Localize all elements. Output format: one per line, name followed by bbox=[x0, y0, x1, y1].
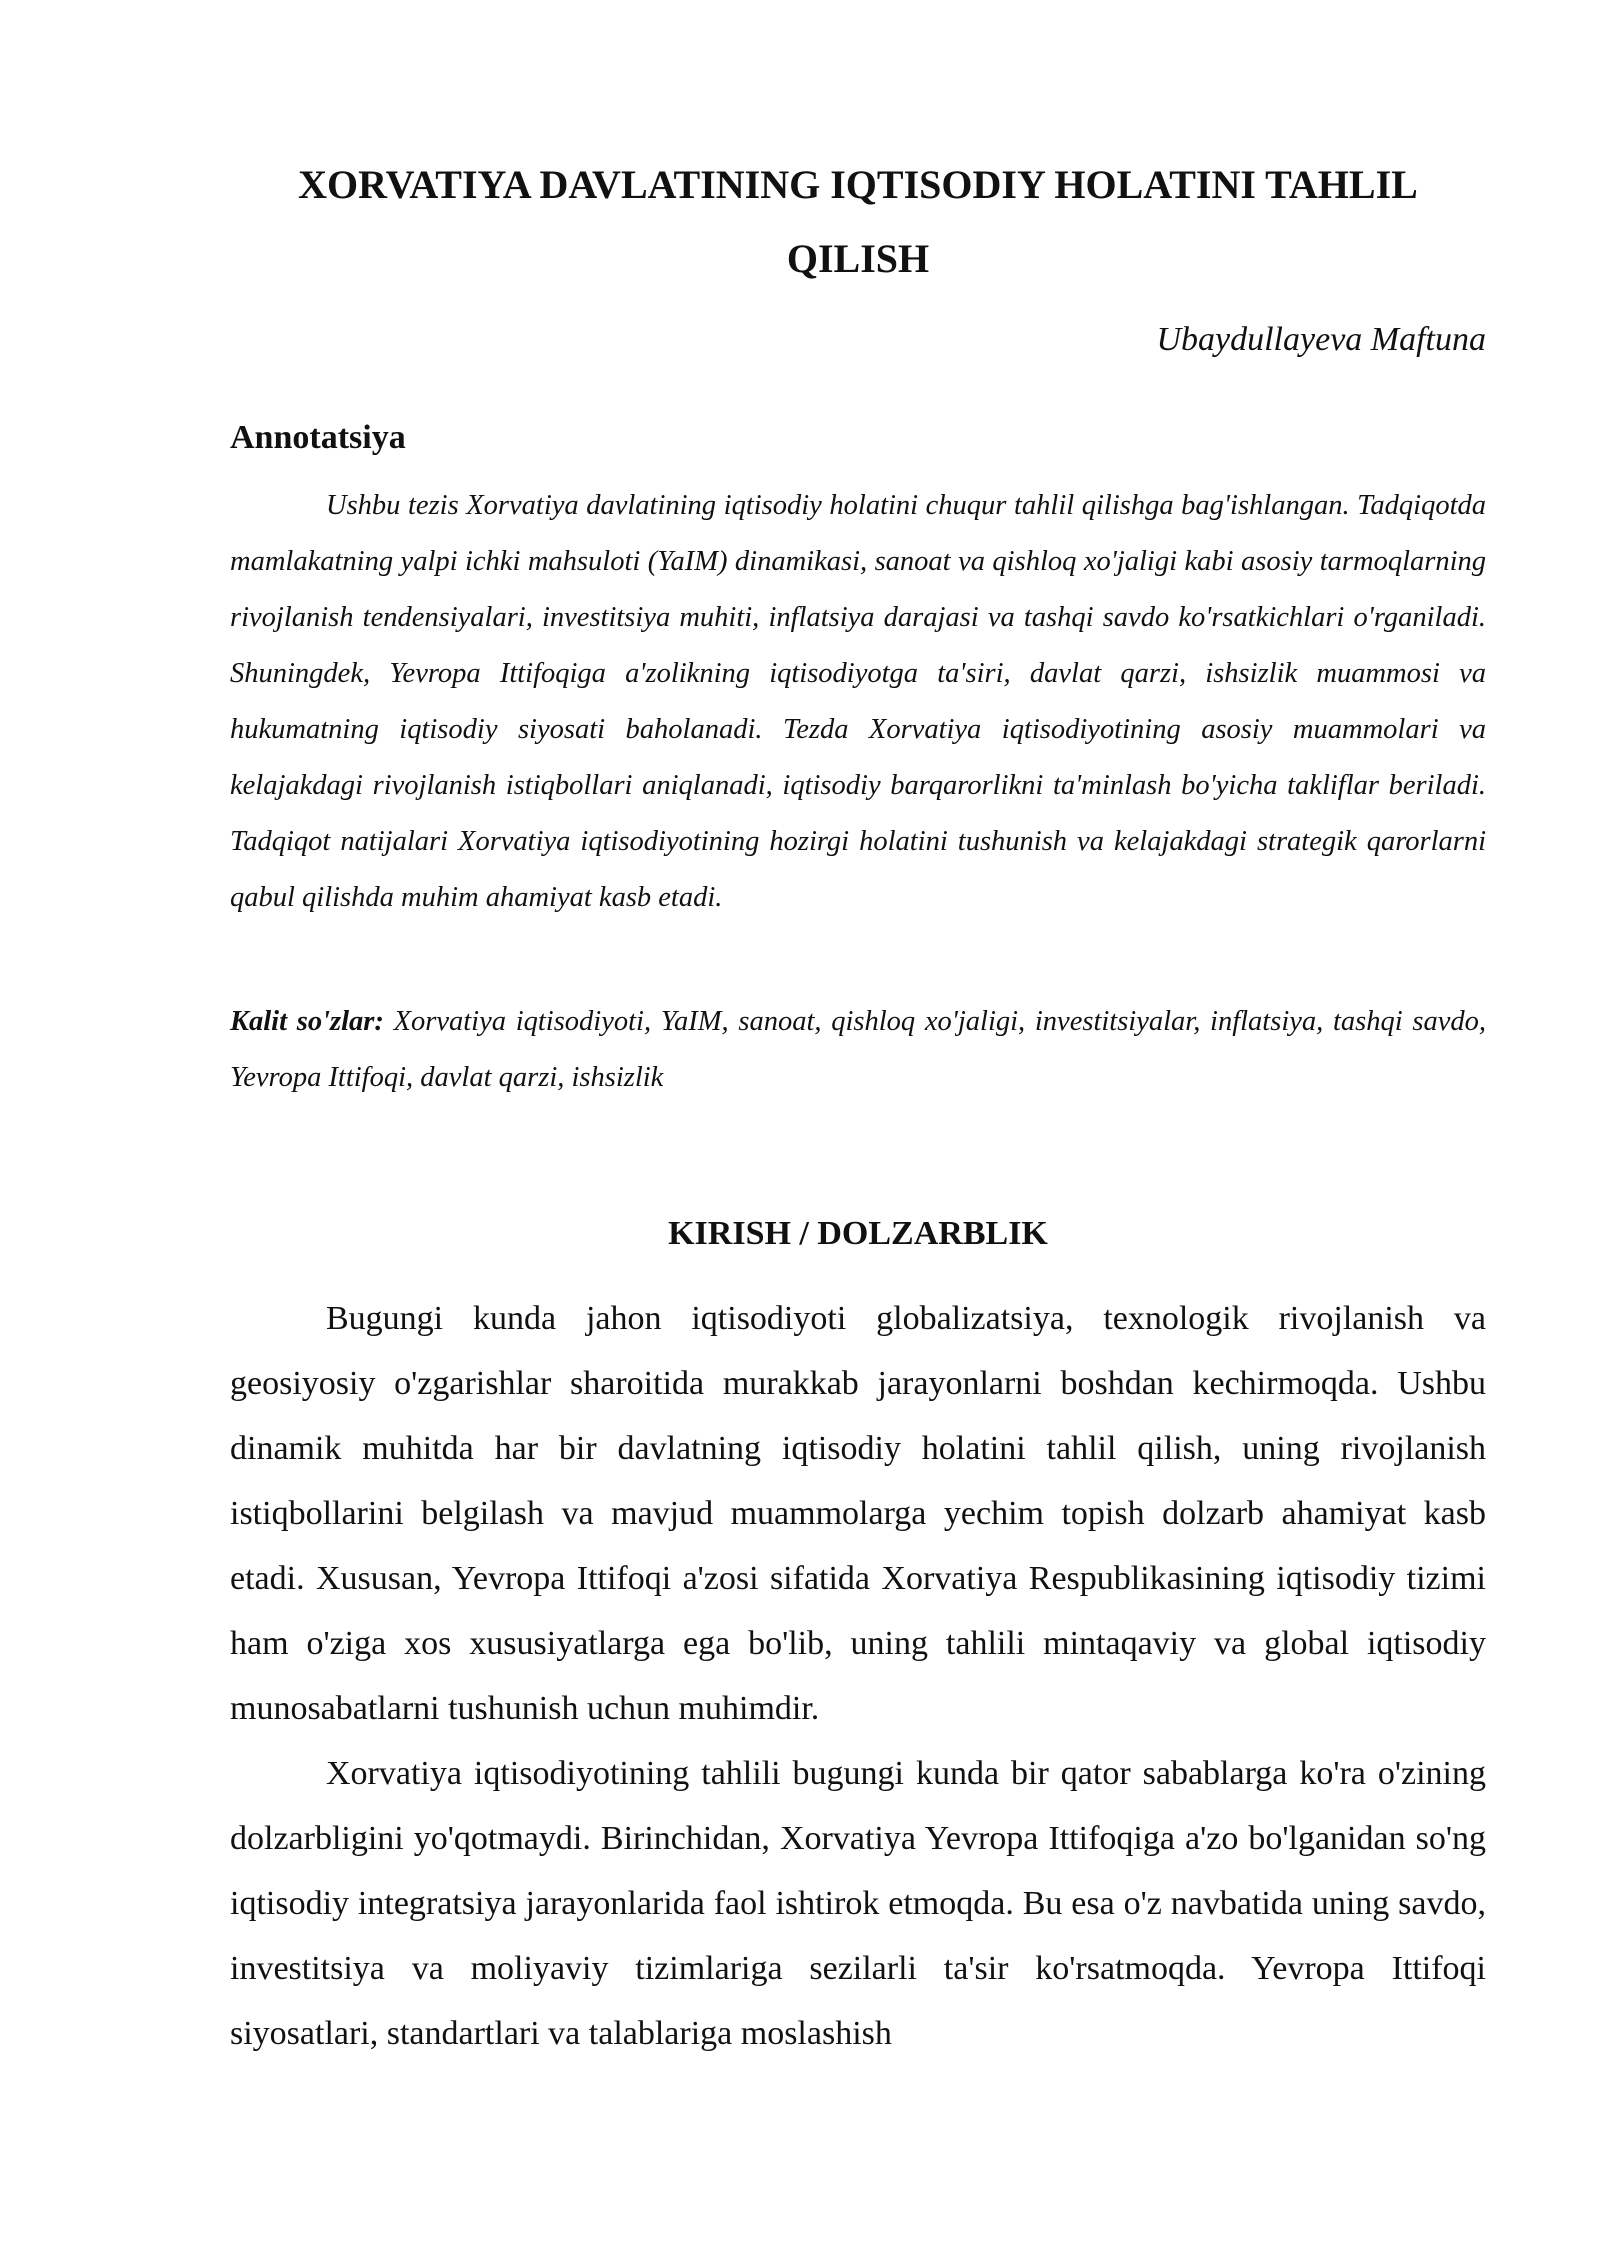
introduction-heading: KIRISH / DOLZARBLIK bbox=[668, 1215, 1048, 1252]
introduction-paragraph-2: Xorvatiya iqtisodiyotining tahlili bugungi kunda bir qator sabablarga ko'ra o'zining dolzarbligini yo'qotmaydi. Birinchidan, Xorvatiya Yevropa Ittifoqiga a'zo bo'lganidan so'ng iqtisodiy integratsiya jarayonlarida faol ishtirok etmoqda. Bu esa o'z navbatida uning savdo, investitsiya va moliyaviy tizimlariga sezilarli ta'sir ko'rsatmoqda. Yevropa Ittifoqi siyosatlari, standartlari va talablariga moslashish bbox=[230, 1755, 1486, 2052]
annotation-text: Ushbu tezis Xorvatiya davlatining iqtisodiy holatini chuqur tahlil qilishga bag'ishlangan. Tadqiqotda mamlakatning yalpi ichki mahsuloti (YaIM) dinamikasi, sanoat va qishloq xo'jaligi kabi asosiy tarmoqlarning rivojlanish tendensiyalari, investitsiya muhiti, inflatsiya darajasi va tashqi savdo ko'rsatkichlari o'rganiladi. Shuningdek, Yevropa Ittifoqiga a'zolikning iqtisodiyotga ta'siri, davlat qarzi, ishsizlik muammosi va hukumatning iqtisodiy siyosati baholanadi. Tezda Xorvatiya iqtisodiyotining asosiy muammolari va kelajakdagi rivojlanish istiqbollari aniqlanadi, iqtisodiy barqarorlikni ta'minlash bo'yicha takliflar beriladi. Tadqiqot natijalari Xorvatiya iqtisodiyotining hozirgi holatini tushunish va kelajakdagi strategik qarorlarni qabul qilishda muhim ahamiyat kasb etadi. bbox=[230, 490, 1486, 913]
keywords-label: Kalit so'zlar: bbox=[230, 1006, 384, 1037]
keywords-paragraph bbox=[230, 994, 1486, 1106]
keywords-text: Xorvatiya iqtisodiyoti, YaIM, sanoat, qishloq xo'jaligi, investitsiyalar, inflatsiya, tashqi savdo, Yevropa Ittifoqi, davlat qarzi, ishsizlik bbox=[230, 1006, 1487, 1093]
introduction-paragraph-1: Bugungi kunda jahon iqtisodiyoti globalizatsiya, texnologik rivojlanish va geosiyosiy o'zgarishlar sharoitida murakkab jarayonlarni boshdan kechirmoqda. Ushbu dinamik muhitda har bir davlatning iqtisodiy holatini tahlil qilish, uning rivojlanish istiqbollarini belgilash va mavjud muammolarga yechim topish dolzarb ahamiyat kasb etadi. Xususan, Yevropa Ittifoqi a'zosi sifatida Xorvatiya Respublikasining iqtisodiy tizimi ham o'ziga xos xususiyatlarga ega bo'lib, uning tahlili mintaqaviy va global iqtisodiy munosabatlarni tushunish uchun muhimdir. bbox=[230, 1300, 1486, 1727]
annotation-heading: Annotatsiya bbox=[230, 419, 406, 456]
document-title: XORVATIYA DAVLATINING IQTISODIY HOLATINI TAHLIL QILISH bbox=[298, 162, 1418, 281]
author-name: Ubaydullayeva Maftuna bbox=[1156, 321, 1486, 358]
